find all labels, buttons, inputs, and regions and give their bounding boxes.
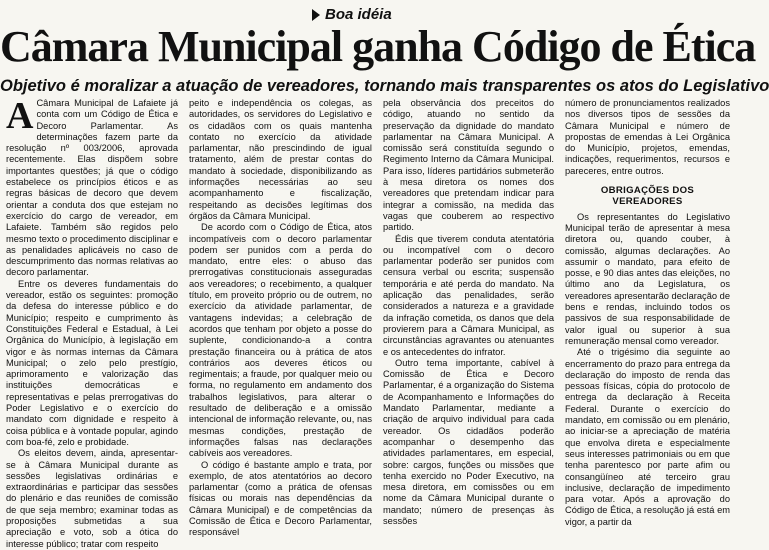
article-column-3	[383, 98, 554, 526]
paragraph-2: Os representantes do Legislativo Municipal terão de apresentar à mesa diretora ou, quando couber, à comissão, algumas declarações. Ao assumir o mandato, para efeito de posse, e 90 dias antes das eleições, no último ano da Legislatura, os vereadores apresentarão declaração de bens e rendas, incluindo todos os passivos de sua responsabilidade de valor igual ou superior à sua remuneração mensal como vereador.	[565, 211, 730, 346]
article-column-4	[565, 98, 730, 527]
article-column-2	[189, 98, 372, 538]
paragraph-2: De acordo com o Código de Ética, atos incompatíveis com o decoro parlamentar podem ser punidos com a perda do mandato, entre eles: o abuso das prerrogativas constitucionais asseguradas aos vereadores; o recebimento, a qualquer título, em proveito próprio ou de outrem, no exercício da atividade parlamentar, de vantagens indevidas; a celebração de acordos que tenham por objeto a posse do suplente, condicionando-a a contra prestação financeira ou à prática de atos contrários aos deveres éticos ou regimentais; a fraude, por qualquer meio ou forma, no regulamento em andamento dos trabalhos legislativos, para alterar o resultado de deliberação e a omissão intencional de informação relevante, ou, nas mesmas condições, prestação de informações falsas nas declarações cabíveis aos vereadores.	[189, 222, 372, 459]
paragraph-2: Édis que tiverem conduta atentatória ou incompatível com o decoro parlamentar poderão ser punidos com censura verbal ou escrita; suspensão temporária e até perda do mandato. Na aplicação das penalidades, serão considerados a natureza e a gravidade da infração cometida, os danos que dela provierem para a Câmara Municipal, as circunstâncias agravantes ou atenuantes e os antecedentes do infrator.	[383, 233, 554, 357]
paragraph-3: Até o trigésimo dia seguinte ao encerramento do prazo para entrega da declaração do imposto de renda das pessoas físicas, cópia do protocolo de entrega da declaração à Receita Federal. Durante o exercício do mandato, em comissão ou em plenário, ao iniciar-se a apreciação de matéria que envolva direta e especialmente seus interesses patrimoniais ou em que tenha parentesco por parte afim ou consangüíneo até terceiro grau inclusive, declaração de impedimento para votar. Após a aprovação do Código de Ética, a resolução já está em vigor, a partir da	[565, 347, 730, 527]
paragraph-2: Entre os deveres fundamentais do vereador, estão os seguintes: promoção da defesa do interesse público e do Município; respeito e cumprimento às Constituições Federal e Estadual, à Lei Orgânica do Município, à legislação em vigor e às normas internas da Câmara Municipal; o zelo pelo prestígio, aprimoramento e valorização das instituições democráticas e representativas e pelas prerrogativas do Poder Legislativo e o exercício do mandato com dignidade e respeito à coisa pública e à vontade popular, agindo com boa-fé, zelo e probidade.	[6, 278, 178, 447]
paragraph-3: O código é bastante amplo e trata, por exemplo, de atos atentatórios ao decoro parlamentar (como a prática de ofensas físicas ou morais nas dependências da Câmara Municipal) e de competências da Comissão de Ética e Decoro Parlamentar, responsável	[189, 459, 372, 538]
arrow-right-icon	[312, 9, 320, 21]
article-column-1	[6, 95, 178, 549]
paragraph-1: peito e independência os colegas, as autoridades, os servidores do Legislativo e os cidadãos com os quais mantenha contato no exercício da atividade parlamentar, não prescindindo de igual tratamento, além de prestar contas do mandato à sociedade, disponibilizando as informações necessárias ao seu acompanhamento e fiscalização, respeitando as decisões legítimas dos órgãos da Câmara Municipal.	[189, 98, 372, 221]
paragraph-1: pela observância dos preceitos do código, atuando no sentido da preservação da dignidade do mandato parlamentar na Câmara Municipal. A comissão será constituída segundo o Regimento Interno da Câmara Municipal. Para isso, líderes partidários submeterão à mesa diretora os nomes dos vereadores que pretendam indicar para integrar a comissão, na medida das vagas que couberem ao respectivo partido.	[383, 98, 554, 233]
paragraph-3: Os eleitos devem, ainda, apresentar-se à Câmara Municipal durante as sessões legislativas ordinárias e extraordinárias e participar das sessões do plenário e das reuniões de comissão de que seja membro; examinar todas as proposições submetidas a sua apreciação e voto, sob a ótica do interesse público; tratar com respeito	[6, 448, 178, 549]
subheadline: Objetivo é moralizar a atuação de vereadores, tornando mais transparentes os atos do Legislativo	[0, 77, 769, 95]
paragraph-3: Outro tema importante, cabível à Comissão de Ética e Decoro Parlamentar, é a organização do Sistema de Acompanhamento e Informações do Mandato Parlamentar, mediante a criação de arquivo individual para cada vereador. Os cidadãos poderão acompanhar o desempenho das atividades parlamentares, em especial, sobre: cargos, funções ou missões que tenha exercido no Poder Executivo, na mesa diretora, em comissões ou em nome da Câmara Municipal durante o mandato; número de presenças às sessões	[383, 357, 554, 526]
section-tag	[312, 6, 392, 23]
section-tag-label: Boa idéia	[325, 6, 392, 23]
headline: Câmara Municipal ganha Código de Ética	[0, 22, 756, 71]
section-subtitle: OBRIGAÇÕES DOS VEREADORES	[600, 185, 695, 208]
paragraph-1: número de pronunciamentos realizados nos diversos tipos de sessões da Câmara Municipal e número de propostas de emendas à Lei Orgânica do Município, projetos, emendas, indicações, requerimentos, recursos e pareceres, entre outros.	[565, 98, 730, 176]
paragraph-1	[6, 95, 178, 279]
drop-cap: A	[6, 95, 34, 137]
paragraph-text: Câmara Municipal de Lafaiete já conta com um Código de Ética e Decoro Parlamentar. As determinações fazem parte da resolução nº 003/2006, aprovada recentemente. Elas dispõem sobre importantes questões; já que o código estabelece os princípios éticos e as regras básicas de decoro que devem orientar a conduta dos que estejam no exercício do cargo de vereador, em Lafaiete. Também são regidos pelo mesmo texto o procedimento disciplinar e as penalidades aplicáveis no caso de descumprimento das normas relativas ao decoro parlamentar.	[6, 98, 178, 278]
